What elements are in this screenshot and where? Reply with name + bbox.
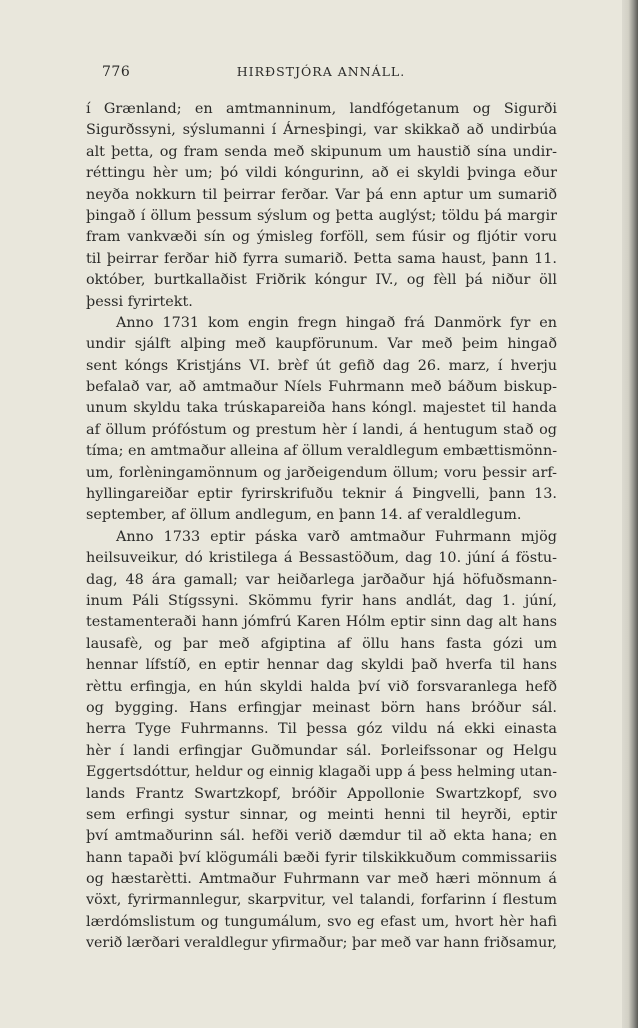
text-line: sem erfingi systur sinnar, og meinti henni til heyrði, eptir: [86, 806, 557, 823]
text-line: tíma; en amtmaður alleina af öllum veraldlegum embættismönn-: [86, 443, 557, 460]
text-line: undir sjálft alþing með kaupförunum. Var með þeim hingað: [86, 336, 557, 353]
text-line: í Grænland; en amtmanninum, landfógetanum og Sigurði: [86, 101, 557, 117]
text-line: um, forlèningamönnum og jarðeigendum öllum; voru þessir arf-: [86, 464, 557, 481]
text-line: réttingu hèr um; þó vildi kóngurinn, að ei skyldi þvinga eður: [86, 165, 557, 182]
text-line: unum skyldu taka trúskapareiða hans kóngl. majestet til handa: [86, 400, 557, 417]
text-line: heilsuveikur, dó kristilega á Bessastöðum, dag 10. júní á föstu-: [86, 550, 557, 567]
text-line: til þeirrar ferðar hið fyrra sumarið. Þetta sama haust, þann 11.: [86, 250, 557, 267]
text-line: þessi fyrirtekt.: [86, 293, 193, 310]
body-text: [86, 99, 557, 955]
text-line: befalað var, að amtmaður Níels Fuhrmann með báðum biskup-: [86, 379, 557, 396]
text-line: vöxt, fyrirmannlegur, skarpvitur, vel talandi, forfarinn í flestum: [86, 892, 557, 909]
text-line: fram vankvæði sín og ýmisleg forföll, sem fúsir og fljótir voru: [86, 229, 557, 246]
paragraph-start-line: Anno 1731 kom engin fregn hingað frá Danmörk fyr en: [116, 314, 557, 331]
text-line: hann tapaði því klögumáli bæði fyrir tilskikkuðum commissariis: [86, 849, 557, 866]
text-line: neyða nokkurn til þeirrar ferðar. Var þá enn aptur um sumarið: [86, 186, 557, 203]
text-line: dag, 48 ára gamall; var heiðarlega jarðaður hjá höfuðsmann-: [86, 571, 557, 588]
page-number: 776: [102, 64, 131, 80]
text-line: testamenteraði hann jómfrú Karen Hólm eptir sinn dag alt hans: [86, 614, 557, 631]
text-line: rèttu erfingja, en hún skyldi halda því við forsvaranlega hefð: [86, 678, 557, 695]
page-title: HIRÐSTJÓRA ANNÁLL.: [236, 64, 406, 79]
text-line: hennar lífstíð, en eptir hennar dag skyldi það hverfa til hans: [86, 657, 557, 674]
text-line: hyllingareiðar eptir fyrirskrifuðu teknir á Þingvelli, þann 13.: [86, 486, 557, 503]
text-line: af öllum prófóstum og prestum hèr í landi, á hentugum stað og: [86, 421, 557, 438]
text-line: og hæstarètti. Amtmaður Fuhrmann var með hæri mönnum á: [86, 871, 557, 888]
text-line: Sigurðssyni, sýslumanni í Árnesþingi, var skikkað að undirbúa: [86, 122, 557, 139]
text-line: október, burtkallaðist Friðrik kóngur IV., og fèll þá niður öll: [86, 272, 557, 289]
text-line: Eggertsdóttur, heldur og einnig klagaði upp á þess helming utan-: [86, 764, 557, 781]
text-line: lausafè, og þar með afgiptina af öllu hans fasta gózi um: [86, 635, 557, 652]
running-head: [86, 64, 556, 86]
text-line: því amtmaðurinn sál. hefði verið dæmdur til að ekta hana; en: [86, 828, 557, 845]
text-line: og bygging. Hans erfingjar meinast börn hans bróður sál.: [86, 699, 557, 716]
book-gutter-shadow: [622, 0, 638, 1028]
text-line: september, af öllum andlegum, en þann 14. af veraldlegum.: [86, 507, 522, 524]
text-line: lærdómslistum og tungumálum, svo eg efast um, hvort hèr hafi: [86, 913, 557, 930]
text-line: inum Páli Stígssyni. Skömmu fyrir hans andlát, dag 1. júní,: [86, 592, 557, 609]
text-line: sent kóngs Kristjáns VI. brèf út gefið dag 26. marz, í hverju: [86, 357, 557, 374]
paragraph-start-line: Anno 1733 eptir páska varð amtmaður Fuhrmann mjög: [116, 528, 557, 545]
text-line: alt þetta, og fram senda með skipunum um haustið sína undir-: [86, 143, 557, 160]
text-line: herra Tyge Fuhrmanns. Til þessa góz vildu ná ekki einasta: [86, 721, 557, 738]
text-line: lands Frantz Swartzkopf, bróðir Appollonie Swartzkopf, svo: [86, 785, 557, 802]
text-line: hèr í landi erfingjar Guðmundar sál. Þorleifssonar og Helgu: [86, 742, 557, 759]
text-line: verið lærðari veraldlegur yfirmaður; þar með var hann friðsamur,: [86, 935, 557, 952]
text-line: þingað í öllum þessum sýslum og þetta auglýst; töldu þá margir: [86, 207, 557, 224]
